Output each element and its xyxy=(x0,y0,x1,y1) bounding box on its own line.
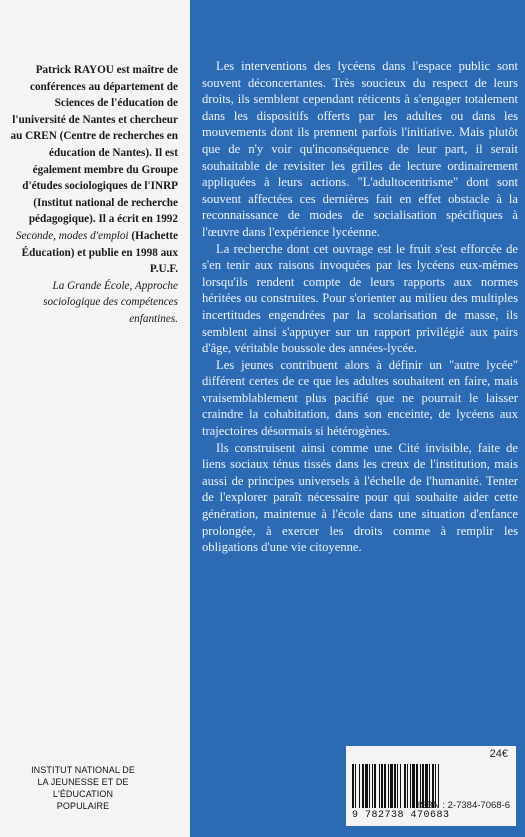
left-column xyxy=(0,0,190,837)
price: 24€ xyxy=(489,748,508,760)
blurb-paragraph: Les interventions des lycéens dans l'espace public sont souvent déconcertantes. Très soucieux du respect de leurs droits, ils semblent cependant réticents à s'engager totalement dans les dispositifs offerts par les adultes ou dans les mouvements dont ils prennent parfois l'initiative. Mais plutôt que de n'y voir qu'inconséquence de leur part, il serait souhaitable de revisiter les grilles de lecture ordinairement appliquées à leurs actions. "L'adultocentrisme" dont sont souvent affectées ces dernières fait en effet obstacle à la reconnaissance de modes de socialisation spécifiques à l'œuvre dans l'expérience lycéenne. xyxy=(202,59,518,239)
author-bio xyxy=(3,62,178,328)
blurb-text xyxy=(202,58,518,556)
barcode-area xyxy=(346,746,516,826)
barcode-number: 9 782738 470683 xyxy=(352,810,450,821)
isbn: ISBN : 2-7384-7068-6 xyxy=(417,800,510,811)
bio-text: Patrick RAYOU est maître de conférences au département de Sciences de l'éducation de l'université de Nantes et chercheur au CREN (Centre de recherches en éducation de Nantes). Il est également membre du Groupe d'études sociologiques de l'INRP (Institut national de recherche pédagogique). Il a écrit en 1992 xyxy=(10,64,178,226)
blurb-paragraph: Les jeunes contribuent alors à définir un "autre lycée" différent certes de ce que les adultes souhaitent en faire, mais vraisemblablement plus pacifié que ne pourrait le laisser craindre la cohabitation, dans son enceinte, de lycéens aux trajectoires désormais si hétérogènes. xyxy=(202,357,518,439)
book-title-1: Seconde, modes d'emploi xyxy=(15,229,129,242)
blurb-paragraph: La recherche dont cet ouvrage est le fruit s'est efforcée de s'en tenir aux raisons invoquées par les lycéens eux-mêmes lorsqu'ils rendent compte de leurs rapports aux normes héritées ou construites. Pour s'orienter au milieu des multiples incertitudes engendrées par la scolarisation de masse, ils semblent ainsi s'appuyer sur un rapport privilégié aux pairs d'âge, véritable boussole des années-lycée. xyxy=(202,241,518,356)
institution-logo-text: INSTITUT NATIONAL DE LA JEUNESSE ET DE L'ÉDUCATION POPULAIRE xyxy=(31,765,135,811)
book-title-2: La Grande École, Approche sociologique des compétences enfantines. xyxy=(43,279,178,325)
bio-text-2: (Hachette Éducation) et publie en 1998 aux P.U.F. xyxy=(21,229,178,276)
blurb-panel xyxy=(190,0,525,837)
blurb-paragraph: Ils construisent ainsi comme une Cité invisible, faite de liens sociaux ténus tissés dans les creux de l'institution, mais aussi de principes universels à l'échelle de l'humanité. Tenter de l'explorer paraît nécessaire pour qui souhaite aider cette génération, maintenue à l'école dans une situation d'enfance prolongée, à exercer les droits comme à remplir les obligations d'une vie citoyenne. xyxy=(202,440,518,555)
